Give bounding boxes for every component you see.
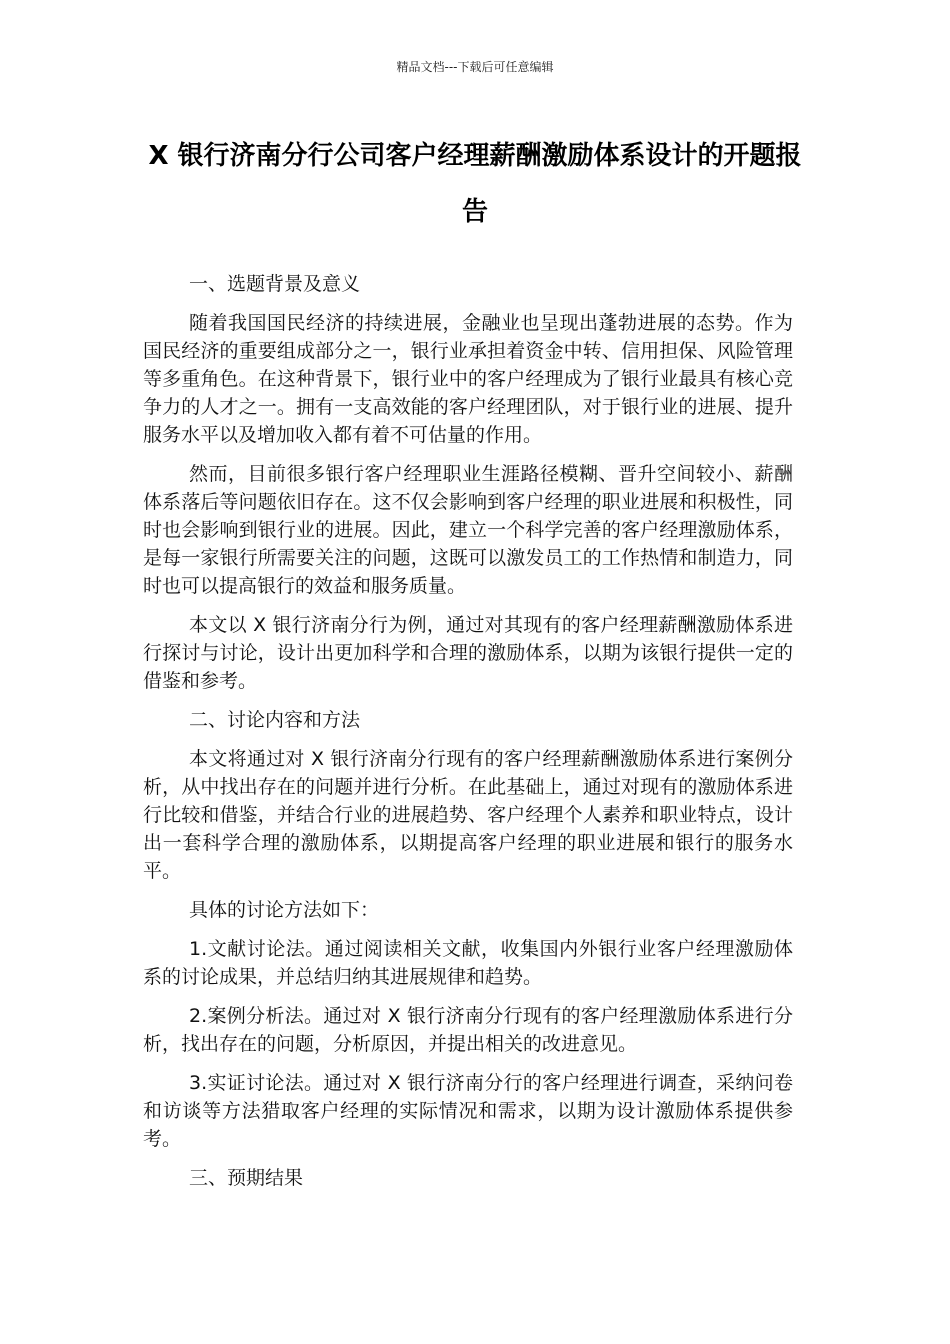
paragraph: 具体的讨论方法如下： xyxy=(189,899,380,921)
document-title: X 银行济南分行公司客户经理薪酬激励体系设计的开题报告 xyxy=(148,141,802,227)
section-heading-background: 一、选题背景及意义 xyxy=(189,273,361,295)
paragraph: 随着我国国民经济的持续进展，金融业也呈现出蓬勃进展的态势。作为国民经济的重要组成部分之一，银行业承担着资金中转、信用担保、风险管理等多重角色。在这种背景下，银行业中的客户经理成为了银行业最具有核心竞争力的人才之一。拥有一支高效能的客户经理团队，对于银行业的进展、提升服务水平以及增加收入都有着不可估量的作用。 xyxy=(143,312,793,446)
method-item: 1.文献讨论法。通过阅读相关文献，收集国内外银行业客户经理激励体系的讨论成果，并总结归纳其进展规律和趋势。 xyxy=(143,938,793,988)
method-item: 3.实证讨论法。通过对 X 银行济南分行的客户经理进行调查，采纳问卷和访谈等方法猎取客户经理的实际情况和需求，以期为设计激励体系提供参考。 xyxy=(143,1072,793,1150)
header-note: 精品文档---下载后可任意编辑 xyxy=(396,60,554,74)
document-body xyxy=(143,270,793,1203)
paragraph: 本文将通过对 X 银行济南分行现有的客户经理薪酬激励体系进行案例分析，从中找出存在的问题并进行分析。在此基础上，通过对现有的激励体系进行比较和借鉴，并结合行业的进展趋势、客户经理个人素养和职业特点，设计出一套科学合理的激励体系，以期提高客户经理的职业进展和银行的服务水平。 xyxy=(143,748,793,882)
paragraph: 然而，目前很多银行客户经理职业生涯路径模糊、晋升空间较小、薪酬体系落后等问题依旧存在。这不仅会影响到客户经理的职业进展和积极性，同时也会影响到银行业的进展。因此，建立一个科学完善的客户经理激励体系，是每一家银行所需要关注的问题，这既可以激发员工的工作热情和制造力，同时也可以提高银行的效益和服务质量。 xyxy=(143,463,793,597)
paragraph: 本文以 X 银行济南分行为例，通过对其现有的客户经理薪酬激励体系进行探讨与讨论，设计出更加科学和合理的激励体系，以期为该银行提供一定的借鉴和参考。 xyxy=(143,614,793,692)
section-heading-results: 三、预期结果 xyxy=(189,1167,304,1189)
method-item: 2.案例分析法。通过对 X 银行济南分行现有的客户经理激励体系进行分析，找出存在的问题，分析原因，并提出相关的改进意见。 xyxy=(143,1005,793,1055)
section-heading-methods: 二、讨论内容和方法 xyxy=(189,709,361,731)
